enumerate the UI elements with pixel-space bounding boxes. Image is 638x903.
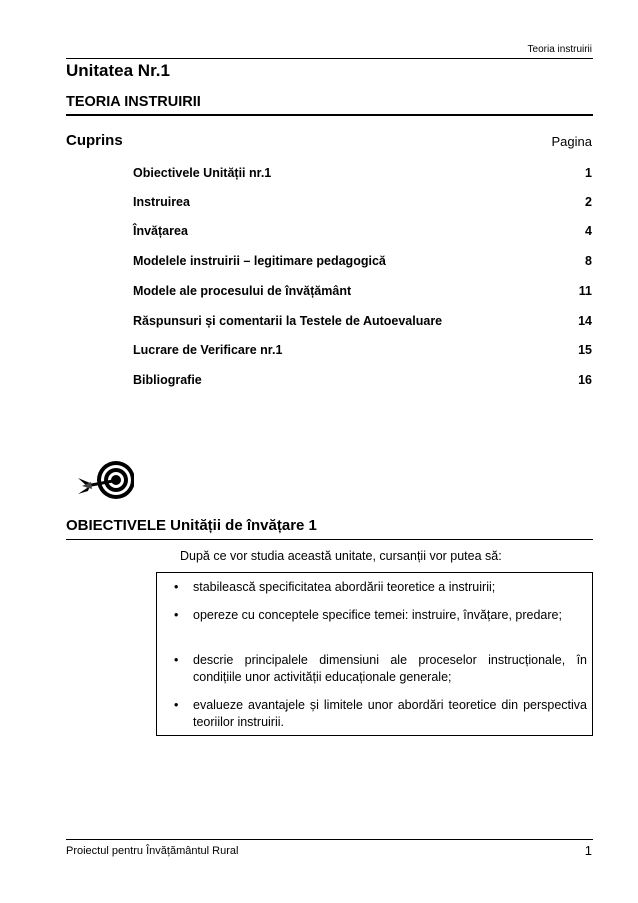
title-rule [66, 114, 593, 116]
toc-entry[interactable] [133, 343, 592, 361]
bullet-icon: • [174, 698, 179, 712]
toc-entry-page: 2 [585, 195, 592, 209]
header-rule [66, 58, 593, 59]
objectives-heading-bold: OBIECTIVELE [66, 517, 167, 534]
footer-rule [66, 839, 593, 840]
objective-item [174, 579, 587, 596]
toc-entry-title: Obiectivele Unității nr.1 [133, 166, 272, 180]
toc-entry-title: Lucrare de Verificare nr.1 [133, 343, 283, 357]
toc-entry-page: 1 [585, 166, 592, 180]
objective-text: evalueze avantajele și limitele unor abordări teoretice din perspectiva teoriilor instruirii. [193, 698, 587, 729]
target-arrow-icon [76, 458, 134, 504]
toc-entry-title: Modele ale procesului de învățământ [133, 284, 352, 298]
objectives-heading [66, 517, 317, 534]
objective-item [174, 652, 587, 686]
objectives-intro: După ce vor studia această unitate, cursanții vor putea să: [180, 549, 502, 563]
toc-entry[interactable] [133, 224, 592, 242]
toc-entry-title: Modelele instruirii – legitimare pedagogică [133, 254, 386, 268]
toc-entry-page: 14 [578, 314, 592, 328]
toc-entry[interactable] [133, 254, 592, 272]
bullet-icon: • [174, 653, 179, 667]
toc-entry[interactable] [133, 284, 592, 302]
toc-entry-title: Răspunsuri și comentarii la Testele de Autoevaluare [133, 314, 443, 328]
toc-entry-title: Instruirea [133, 195, 190, 209]
bullet-icon: • [174, 608, 179, 622]
toc-entry[interactable] [133, 166, 592, 184]
toc-entry[interactable] [133, 373, 592, 391]
page-number: 1 [584, 843, 592, 858]
objectives-box [156, 572, 593, 736]
toc-entry-page: 11 [578, 284, 592, 298]
running-header: Teoria instruirii [527, 44, 592, 55]
objectives-heading-rest: Unității de învățare 1 [166, 517, 317, 534]
objectives-rule [66, 539, 593, 540]
objective-item [174, 697, 587, 731]
toc-entry-title: Bibliografie [133, 373, 202, 387]
unit-title: Unitatea Nr.1 [66, 61, 170, 80]
toc-entry-page: 15 [578, 343, 592, 357]
footer-text: Proiectul pentru Învățământul Rural [66, 845, 239, 857]
toc-page-label: Pagina [551, 134, 592, 149]
objective-text: descrie principalele dimensiuni ale proceselor instrucționale, în condițiile unor activității educaționale generale; [193, 653, 587, 684]
toc-entry-page: 8 [585, 254, 592, 268]
toc-heading: Cuprins [66, 132, 123, 149]
toc-entry[interactable] [133, 314, 592, 332]
objective-text: opereze cu conceptele specifice temei: instruire, învățare, predare; [193, 608, 562, 622]
toc-entry-page: 4 [585, 224, 592, 238]
toc-entry-page: 16 [578, 373, 592, 387]
toc-entry-title: Învățarea [133, 224, 188, 238]
objective-item [174, 607, 587, 624]
toc-entry[interactable] [133, 195, 592, 213]
objective-text: stabilească specificitatea abordării teoretice a instruirii; [193, 580, 496, 594]
unit-subtitle: TEORIA INSTRUIRII [66, 94, 201, 110]
bullet-icon: • [174, 580, 179, 594]
